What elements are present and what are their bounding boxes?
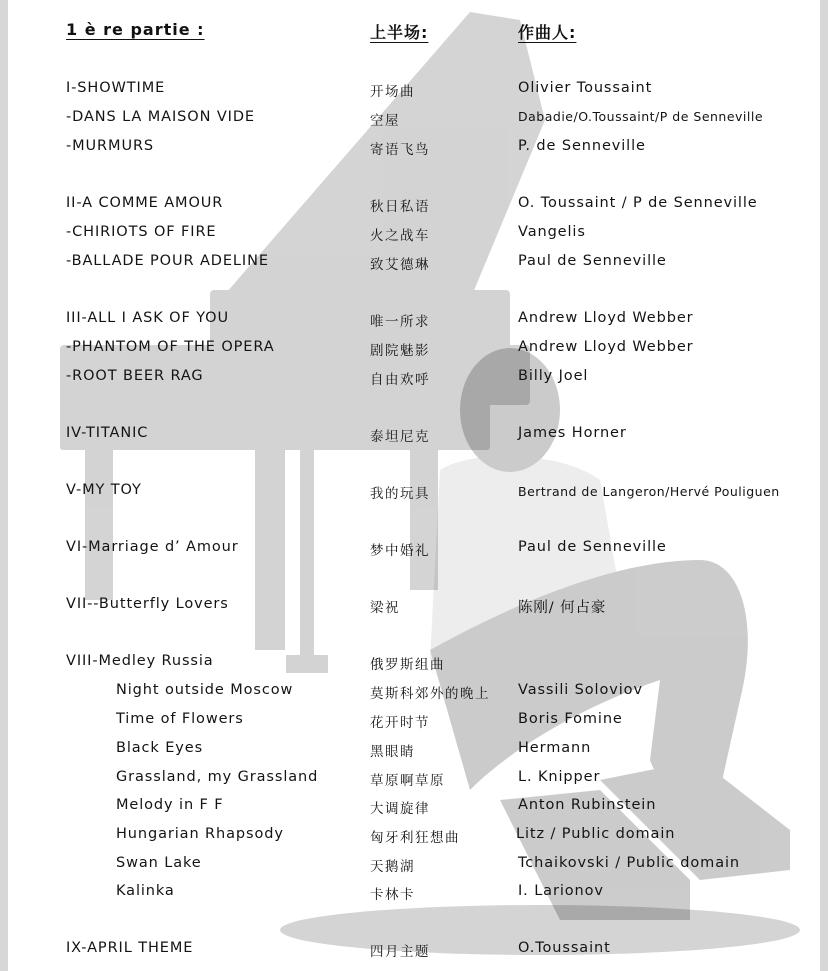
piece-cn-title: 四月主题 bbox=[370, 944, 430, 960]
piece-composer: 陈刚/ 何占豪 bbox=[518, 600, 607, 616]
piece-title: -BALLADE POUR ADELINE bbox=[66, 253, 269, 269]
piece-title: Hungarian Rhapsody bbox=[116, 826, 284, 842]
piece-title: Swan Lake bbox=[116, 855, 202, 871]
piece-title: Kalinka bbox=[116, 883, 175, 899]
piece-cn-title: 空屋 bbox=[370, 113, 400, 129]
piece-composer: Vassili Soloviov bbox=[518, 682, 643, 698]
program-row bbox=[0, 855, 828, 879]
piece-cn-title: 梁祝 bbox=[370, 600, 400, 616]
program-row bbox=[0, 368, 828, 392]
piece-cn-title: 剧院魅影 bbox=[370, 343, 430, 359]
cn-half-heading: 上半场: bbox=[370, 23, 429, 42]
piece-cn-title: 唯一所求 bbox=[370, 314, 430, 330]
piece-title: V-MY TOY bbox=[66, 482, 142, 498]
piece-composer: Bertrand de Langeron/Hervé Pouliguen bbox=[518, 484, 780, 499]
piece-cn-title: 致艾德琳 bbox=[370, 257, 430, 273]
piece-composer: James Horner bbox=[518, 425, 627, 441]
piece-title: VII--Butterfly Lovers bbox=[66, 596, 229, 612]
piece-title: Time of Flowers bbox=[116, 711, 244, 727]
piece-composer: Hermann bbox=[518, 740, 592, 756]
piece-title: -PHANTOM OF THE OPERA bbox=[66, 339, 275, 355]
program-row bbox=[0, 797, 828, 821]
program-row bbox=[0, 940, 828, 964]
piece-title: II-A COMME AMOUR bbox=[66, 195, 224, 211]
piece-title: Grassland, my Grassland bbox=[116, 769, 319, 785]
program-row bbox=[0, 682, 828, 706]
composer-heading: 作曲人: bbox=[518, 23, 577, 42]
piece-composer: Olivier Toussaint bbox=[518, 80, 653, 96]
piece-cn-title: 我的玩具 bbox=[370, 486, 430, 502]
piece-title: III-ALL I ASK OF YOU bbox=[66, 310, 230, 326]
piece-composer: Paul de Senneville bbox=[518, 253, 667, 269]
piece-title: -MURMURS bbox=[66, 138, 155, 154]
piece-cn-title: 莫斯科郊外的晚上 bbox=[370, 686, 490, 702]
program-row bbox=[0, 253, 828, 277]
program-row bbox=[0, 482, 828, 506]
piece-title: -ROOT BEER RAG bbox=[66, 368, 204, 384]
piece-cn-title: 自由欢呼 bbox=[370, 372, 430, 388]
program-row bbox=[0, 883, 828, 907]
program-row bbox=[0, 740, 828, 764]
program-row bbox=[0, 539, 828, 563]
piece-title: Night outside Moscow bbox=[116, 682, 294, 698]
piece-cn-title: 黑眼睛 bbox=[370, 744, 415, 760]
program-row bbox=[0, 80, 828, 104]
program-row bbox=[0, 711, 828, 735]
piece-cn-title: 秋日私语 bbox=[370, 199, 430, 215]
piece-cn-title: 泰坦尼克 bbox=[370, 429, 430, 445]
piece-composer: Dabadie/O.Toussaint/P de Senneville bbox=[518, 109, 764, 124]
piece-title: IX-APRIL THEME bbox=[66, 940, 194, 956]
piece-cn-title: 寄语飞鸟 bbox=[370, 142, 430, 158]
piece-composer: Paul de Senneville bbox=[518, 539, 667, 555]
piece-composer: Andrew Lloyd Webber bbox=[518, 339, 694, 355]
piece-title: VIII-Medley Russia bbox=[66, 653, 214, 669]
program-row bbox=[0, 138, 828, 162]
piece-cn-title: 开场曲 bbox=[370, 84, 415, 100]
piece-composer: L. Knipper bbox=[518, 769, 601, 785]
piece-title: -DANS LA MAISON VIDE bbox=[66, 109, 255, 125]
piece-cn-title: 火之战车 bbox=[370, 228, 430, 244]
piece-title: Melody in F F bbox=[116, 797, 224, 813]
piece-composer: Litz / Public domain bbox=[516, 826, 676, 842]
piece-composer: I. Larionov bbox=[518, 883, 604, 899]
program-row bbox=[0, 195, 828, 219]
piece-composer: O.Toussaint bbox=[518, 940, 611, 956]
piece-cn-title: 梦中婚礼 bbox=[370, 543, 430, 559]
piece-title: IV-TITANIC bbox=[66, 425, 149, 441]
program-row bbox=[0, 425, 828, 449]
piece-title: Black Eyes bbox=[116, 740, 204, 756]
piece-cn-title: 卡林卡 bbox=[370, 887, 415, 903]
program-row bbox=[0, 653, 828, 677]
piece-cn-title: 天鹅湖 bbox=[370, 859, 415, 875]
piece-composer: Andrew Lloyd Webber bbox=[518, 310, 694, 326]
piece-composer: P. de Senneville bbox=[518, 138, 646, 154]
piece-composer: O. Toussaint / P de Senneville bbox=[518, 195, 758, 211]
piece-title: VI-Marriage d’ Amour bbox=[66, 539, 239, 555]
piece-composer: Billy Joel bbox=[518, 368, 589, 384]
piece-cn-title: 花开时节 bbox=[370, 715, 430, 731]
program-row bbox=[0, 339, 828, 363]
part-heading: 1 è re partie : bbox=[66, 20, 205, 39]
piece-title: -CHIRIOTS OF FIRE bbox=[66, 224, 217, 240]
program-row bbox=[0, 310, 828, 334]
piece-composer: Tchaikovski / Public domain bbox=[518, 855, 741, 871]
program-row bbox=[0, 596, 828, 620]
program-row bbox=[0, 109, 828, 133]
piece-cn-title: 大调旋律 bbox=[370, 801, 430, 817]
program-row bbox=[0, 769, 828, 793]
program-row bbox=[0, 224, 828, 248]
piece-cn-title: 匈牙利狂想曲 bbox=[370, 830, 460, 846]
piece-title: I-SHOWTIME bbox=[66, 80, 166, 96]
piece-composer: Boris Fomine bbox=[518, 711, 623, 727]
program-row bbox=[0, 826, 828, 850]
piece-cn-title: 俄罗斯组曲 bbox=[370, 657, 445, 673]
piece-cn-title: 草原啊草原 bbox=[370, 773, 445, 789]
piece-composer: Anton Rubinstein bbox=[518, 797, 657, 813]
piece-composer: Vangelis bbox=[518, 224, 586, 240]
